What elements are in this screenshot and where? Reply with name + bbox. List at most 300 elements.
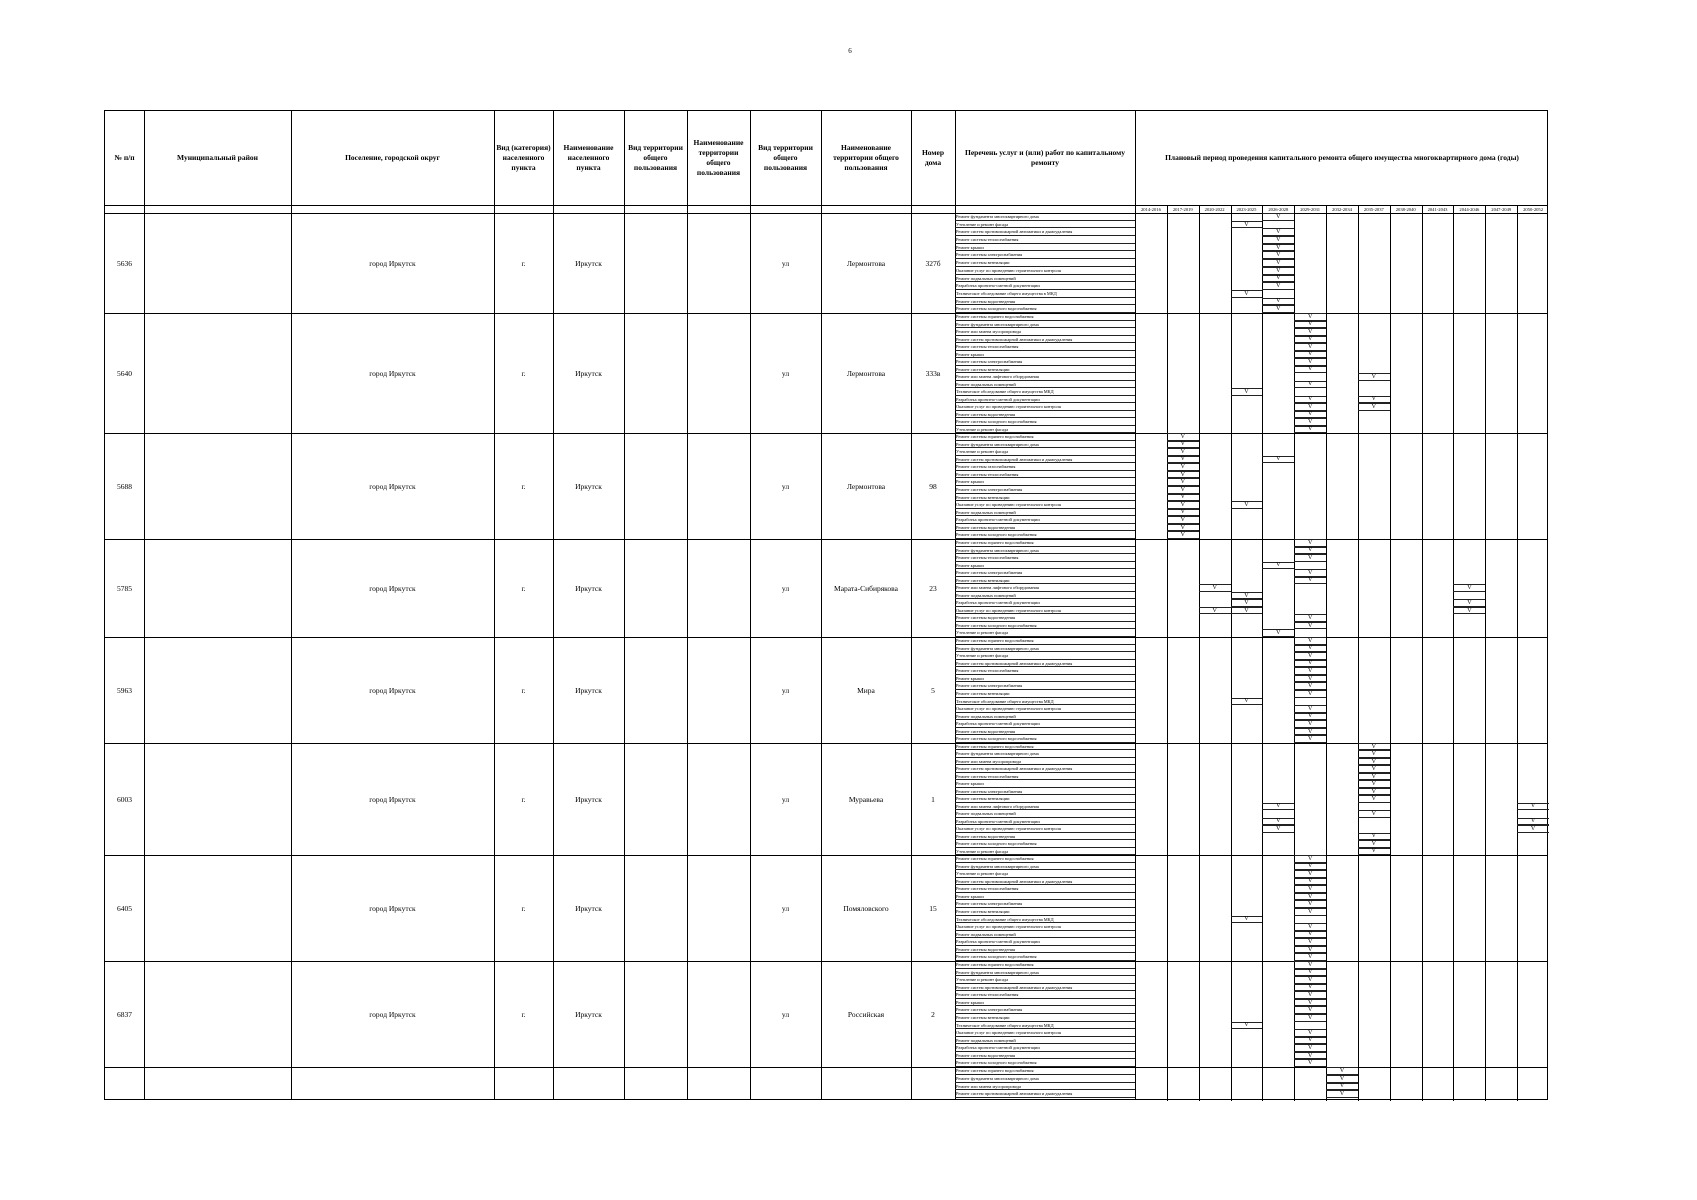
plan-mark: V bbox=[1262, 298, 1294, 306]
service-item: Ремонт системы горячего водоснабжения bbox=[955, 1067, 1135, 1075]
service-item: Ремонт системы теплоснабжения bbox=[955, 343, 1135, 351]
plan-mark: V bbox=[1294, 908, 1326, 916]
plan-mark: V bbox=[1262, 251, 1294, 259]
service-item: Ремонт фундамента многоквартирного дома bbox=[955, 969, 1135, 977]
street-name-cell: Лермонтова bbox=[846, 368, 886, 378]
plan-mark: V bbox=[1294, 675, 1326, 683]
service-item: Ремонт фундамента многоквартирного дома bbox=[955, 750, 1135, 757]
header-territory-type: Вид территории общего пользования bbox=[628, 142, 683, 173]
house-number-cell: 327б bbox=[925, 258, 941, 268]
service-item: Разработка проектно-сметной документации bbox=[955, 282, 1135, 290]
period-label: 2023-2025 bbox=[1236, 206, 1257, 212]
plan-mark: V bbox=[1262, 236, 1294, 244]
header-house: Номер дома bbox=[921, 147, 945, 167]
service-item: Ремонт систем противопожарной автоматики и дымоудаления bbox=[955, 1090, 1135, 1098]
service-item: Утепление и ремонт фасада bbox=[955, 221, 1135, 229]
plan-mark: V bbox=[1262, 213, 1294, 221]
service-item: Ремонт системы водоотведения bbox=[955, 298, 1135, 306]
service-item: Ремонт системы водоотведения bbox=[955, 411, 1135, 419]
service-item: Ремонт крыши bbox=[955, 999, 1135, 1007]
plan-mark: V bbox=[1294, 735, 1326, 743]
service-item: Ремонт систем противопожарной автоматики и дымоудаления bbox=[955, 660, 1135, 668]
plan-mark: V bbox=[1167, 463, 1199, 471]
plan-mark: V bbox=[1294, 720, 1326, 728]
plan-mark: V bbox=[1294, 1006, 1326, 1014]
plan-mark: V bbox=[1294, 403, 1326, 411]
plan-mark: V bbox=[1294, 999, 1326, 1007]
locality-type-cell: г. bbox=[521, 258, 526, 268]
period-divider bbox=[1262, 205, 1263, 1101]
street-type-cell: ул bbox=[781, 685, 790, 695]
settlement-cell: город Иркутск bbox=[369, 685, 416, 695]
locality-name-cell: Иркутск bbox=[575, 685, 602, 695]
locality-name-cell: Иркутск bbox=[575, 258, 602, 268]
house-number-cell: 1 bbox=[931, 794, 935, 804]
service-item: Ремонт системы водоотведения bbox=[955, 946, 1135, 954]
plan-mark: V bbox=[1294, 343, 1326, 351]
plan-mark: V bbox=[1294, 855, 1326, 863]
service-item: Ремонт системы электроснабжения bbox=[955, 358, 1135, 366]
service-item: Утепление и ремонт фасада bbox=[955, 629, 1135, 637]
plan-mark: V bbox=[1453, 607, 1485, 615]
settlement-cell: город Иркутск bbox=[369, 258, 416, 268]
plan-mark: V bbox=[1262, 456, 1294, 464]
service-item: Ремонт подвальных помещений bbox=[955, 275, 1135, 283]
plan-mark: V bbox=[1262, 818, 1294, 825]
plan-mark: V bbox=[1294, 870, 1326, 878]
service-item: Ремонт подвальных помещений bbox=[955, 810, 1135, 817]
row-number: 5785 bbox=[117, 583, 132, 593]
plan-mark: V bbox=[1231, 1022, 1263, 1030]
plan-mark: V bbox=[1167, 441, 1199, 449]
plan-mark: V bbox=[1262, 244, 1294, 252]
plan-mark: V bbox=[1294, 418, 1326, 426]
service-item: Ремонт подвальных помещений bbox=[955, 381, 1135, 389]
row-number: 5963 bbox=[117, 685, 132, 695]
plan-mark: V bbox=[1294, 645, 1326, 653]
service-item: Ремонт систем противопожарной автоматики и дымоудаления bbox=[955, 878, 1135, 886]
plan-mark: V bbox=[1262, 259, 1294, 267]
house-number-cell: 15 bbox=[929, 903, 937, 913]
service-item: Ремонт фундамента многоквартирного дома bbox=[955, 321, 1135, 329]
service-item: Ремонт системы электроснабжения bbox=[955, 682, 1135, 690]
locality-type-cell: г. bbox=[521, 685, 526, 695]
plan-mark: V bbox=[1358, 780, 1390, 787]
locality-name-cell: Иркутск bbox=[575, 903, 602, 913]
service-item: Ремонт системы вентиляции bbox=[955, 366, 1135, 374]
service-item: Ремонт системы холодного водоснабжения bbox=[955, 735, 1135, 743]
column-divider bbox=[624, 111, 625, 1099]
plan-mark: V bbox=[1294, 336, 1326, 344]
period-label: 2047-2049 bbox=[1491, 206, 1512, 212]
plan-mark: V bbox=[1294, 660, 1326, 668]
service-item: Ремонт системы теплоснабжения bbox=[955, 554, 1135, 562]
plan-mark: V bbox=[1231, 221, 1263, 229]
plan-mark: V bbox=[1262, 825, 1294, 832]
plan-mark: V bbox=[1294, 547, 1326, 555]
house-number-cell: 98 bbox=[929, 481, 937, 491]
period-divider bbox=[1390, 205, 1391, 1101]
service-item: Ремонт системы водоотведения bbox=[955, 524, 1135, 532]
service-item: Утепление и ремонт фасада bbox=[955, 652, 1135, 660]
plan-mark: V bbox=[1294, 411, 1326, 419]
service-item: Ремонт системы водоотведения bbox=[955, 833, 1135, 840]
plan-mark: V bbox=[1167, 531, 1199, 539]
street-name-cell: Помяловского bbox=[843, 903, 889, 913]
service-item: Ремонт системы холодного водоснабжения bbox=[955, 1059, 1135, 1067]
service-item: Разработка проектно-сметной документации bbox=[955, 818, 1135, 825]
service-item: Утепление и ремонт фасада bbox=[955, 426, 1135, 434]
plan-mark: V bbox=[1231, 388, 1263, 396]
plan-mark: V bbox=[1294, 931, 1326, 939]
service-item: Разработка проектно-сметной документации bbox=[955, 720, 1135, 728]
capital-repair-table bbox=[104, 110, 1548, 1100]
plan-mark: V bbox=[1294, 878, 1326, 886]
header-locality-name: Наименование населенного пункта bbox=[563, 142, 614, 173]
locality-type-cell bbox=[494, 1067, 553, 1098]
header-street-type: Вид территории общего пользования bbox=[758, 142, 813, 173]
service-item: Ремонт системы теплоснабжения bbox=[955, 667, 1135, 675]
service-item: Разработка проектно-сметной документации bbox=[955, 516, 1135, 524]
service-item: Ремонт системы электроснабжения bbox=[955, 251, 1135, 259]
column-divider bbox=[687, 111, 688, 1099]
street-name-cell: Марата-Сибирякова bbox=[834, 583, 898, 593]
service-item: Оказание услуг по проведению строительного контроля bbox=[955, 403, 1135, 411]
plan-mark: V bbox=[1294, 366, 1326, 374]
plan-mark: V bbox=[1294, 577, 1326, 585]
row-number: 6003 bbox=[117, 794, 132, 804]
plan-mark: V bbox=[1294, 667, 1326, 675]
service-item: Ремонт или замена лифтового оборудования bbox=[955, 584, 1135, 592]
period-divider bbox=[1167, 205, 1168, 1101]
service-item: Ремонт крыши bbox=[955, 675, 1135, 683]
service-item: Оказание услуг по проведению строительного контроля bbox=[955, 607, 1135, 615]
plan-mark: V bbox=[1294, 313, 1326, 321]
service-item: Оказание услуг по проведению строительного контроля bbox=[955, 267, 1135, 275]
plan-mark: V bbox=[1294, 1044, 1326, 1052]
service-item: Ремонт систем противопожарной автоматики и дымоудаления bbox=[955, 456, 1135, 464]
service-item: Ремонт системы теплоснабжения bbox=[955, 773, 1135, 780]
plan-mark: V bbox=[1167, 486, 1199, 494]
plan-mark: V bbox=[1231, 607, 1263, 615]
plan-mark: V bbox=[1294, 893, 1326, 901]
locality-name-cell: Иркутск bbox=[575, 1009, 602, 1019]
service-item: Ремонт фундамента многоквартирного дома bbox=[955, 547, 1135, 555]
header-bottom bbox=[105, 205, 1547, 206]
plan-mark: V bbox=[1326, 1067, 1358, 1075]
service-item: Ремонт подвальных помещений bbox=[955, 931, 1135, 939]
service-item: Техническое обследование общего имущества МКД bbox=[955, 916, 1135, 924]
street-name-cell: Лермонтова bbox=[846, 258, 886, 268]
plan-mark: V bbox=[1294, 652, 1326, 660]
street-type-cell: ул bbox=[781, 1009, 790, 1019]
locality-name-cell: Иркутск bbox=[575, 481, 602, 491]
service-item: Ремонт крыши bbox=[955, 244, 1135, 252]
plan-mark: V bbox=[1294, 863, 1326, 871]
plan-mark: V bbox=[1358, 788, 1390, 795]
house-number-cell: 23 bbox=[929, 583, 937, 593]
service-item: Ремонт подвальных помещений bbox=[955, 509, 1135, 517]
service-item: Ремонт системы горячего водоснабжения bbox=[955, 433, 1135, 441]
plan-mark: V bbox=[1294, 969, 1326, 977]
service-item: Ремонт системы холодного водоснабжения bbox=[955, 305, 1135, 313]
row-number: 5636 bbox=[117, 258, 132, 268]
plan-mark: V bbox=[1294, 984, 1326, 992]
locality-type-cell: г. bbox=[521, 794, 526, 804]
plan-mark: V bbox=[1167, 494, 1199, 502]
service-item: Ремонт системы холодного водоснабжения bbox=[955, 531, 1135, 539]
service-item: Ремонт системы водоотведения bbox=[955, 728, 1135, 736]
plan-mark: V bbox=[1294, 938, 1326, 946]
plan-mark: V bbox=[1294, 328, 1326, 336]
service-item: Ремонт системы вентиляции bbox=[955, 908, 1135, 916]
service-item: Ремонт системы водоотведения bbox=[955, 1052, 1135, 1060]
service-item: Ремонт систем противопожарной автоматики и дымоудаления bbox=[955, 336, 1135, 344]
period-label: 2041-2043 bbox=[1427, 206, 1448, 212]
plan-mark: V bbox=[1167, 448, 1199, 456]
plan-mark: V bbox=[1294, 614, 1326, 622]
plan-mark: V bbox=[1294, 396, 1326, 404]
plan-mark: V bbox=[1294, 900, 1326, 908]
plan-mark: V bbox=[1453, 599, 1485, 607]
plan-mark: V bbox=[1358, 743, 1390, 750]
plan-mark: V bbox=[1294, 923, 1326, 931]
street-type-cell bbox=[750, 1067, 821, 1098]
service-item: Ремонт системы горячего водоснабжения bbox=[955, 743, 1135, 750]
service-item: Ремонт крыши bbox=[955, 478, 1135, 486]
house-number-cell: 333в bbox=[925, 368, 941, 378]
service-item: Ремонт системы электроснабжения bbox=[955, 486, 1135, 494]
period-divider bbox=[1485, 205, 1486, 1101]
plan-mark: V bbox=[1294, 1037, 1326, 1045]
period-label: 2032-2034 bbox=[1332, 206, 1352, 212]
column-divider bbox=[144, 111, 145, 1099]
settlement-cell: город Иркутск bbox=[369, 481, 416, 491]
service-item: Ремонт системы электроснабжения bbox=[955, 569, 1135, 577]
plan-mark: V bbox=[1167, 501, 1199, 509]
locality-type-cell: г. bbox=[521, 583, 526, 593]
period-label: 2035-2037 bbox=[1363, 206, 1384, 212]
street-name-cell: Муравьева bbox=[848, 794, 884, 804]
plan-mark: V bbox=[1294, 637, 1326, 645]
street-name-cell: Мира bbox=[857, 685, 875, 695]
plan-mark: V bbox=[1262, 282, 1294, 290]
plan-mark: V bbox=[1294, 381, 1326, 389]
service-item: Оказание услуг по проведению строительного контроля bbox=[955, 501, 1135, 509]
plan-mark: V bbox=[1358, 773, 1390, 780]
plan-mark: V bbox=[1358, 758, 1390, 765]
plan-mark: V bbox=[1453, 584, 1485, 592]
plan-mark: V bbox=[1167, 471, 1199, 479]
plan-mark: V bbox=[1294, 539, 1326, 547]
service-item: Техническое обследование общего имущества МКД bbox=[955, 388, 1135, 396]
service-item: Ремонт фундамента многоквартирного дома bbox=[955, 1075, 1135, 1083]
plan-mark: V bbox=[1294, 351, 1326, 359]
plan-mark: V bbox=[1294, 1059, 1326, 1067]
row-number: 5688 bbox=[117, 481, 132, 491]
service-item: Ремонт подвальных помещений bbox=[955, 592, 1135, 600]
row-number: 6405 bbox=[117, 903, 132, 913]
service-item: Ремонт системы холодного водоснабжения bbox=[955, 953, 1135, 961]
plan-mark: V bbox=[1294, 705, 1326, 713]
locality-type-cell: г. bbox=[521, 368, 526, 378]
street-name-cell bbox=[821, 1067, 911, 1098]
service-item: Ремонт системы газоснабжения bbox=[955, 463, 1135, 471]
service-item: Ремонт системы теплоснабжения bbox=[955, 471, 1135, 479]
service-item: Ремонт системы вентиляции bbox=[955, 795, 1135, 802]
period-divider bbox=[1231, 205, 1232, 1101]
service-item: Ремонт системы горячего водоснабжения bbox=[955, 961, 1135, 969]
plan-mark: V bbox=[1167, 516, 1199, 524]
header-locality-type: Вид (категория) населенного пункта bbox=[496, 142, 551, 173]
house-number-cell bbox=[911, 1067, 955, 1098]
period-divider bbox=[1453, 205, 1454, 1101]
period-label: 2017-2019 bbox=[1172, 206, 1193, 212]
plan-mark: V bbox=[1294, 728, 1326, 736]
house-number-cell: 5 bbox=[931, 685, 935, 695]
street-type-cell: ул bbox=[781, 583, 790, 593]
service-item: Ремонт или замена лифтового оборудования bbox=[955, 373, 1135, 381]
service-item: Разработка проектно-сметной документации bbox=[955, 599, 1135, 607]
plan-mark: V bbox=[1231, 916, 1263, 924]
house-number-cell: 2 bbox=[931, 1009, 935, 1019]
service-item: Разработка проектно-сметной документации bbox=[955, 938, 1135, 946]
plan-mark: V bbox=[1199, 607, 1231, 615]
period-divider bbox=[1422, 205, 1423, 1101]
plan-mark: V bbox=[1294, 1029, 1326, 1037]
plan-mark: V bbox=[1167, 509, 1199, 517]
plan-mark: V bbox=[1294, 976, 1326, 984]
settlement-cell: город Иркутск bbox=[369, 794, 416, 804]
plan-mark: V bbox=[1262, 267, 1294, 275]
period-label: 2050-2052 bbox=[1523, 206, 1544, 212]
plan-mark: V bbox=[1167, 433, 1199, 441]
plan-mark: V bbox=[1294, 1014, 1326, 1022]
plan-mark: V bbox=[1262, 562, 1294, 570]
service-item: Ремонт крыши bbox=[955, 893, 1135, 901]
street-type-cell: ул bbox=[781, 481, 790, 491]
header-plan: Плановый период проведения капитального ремонта общего имущества многоквартирного дома (годы) bbox=[1165, 152, 1519, 162]
header-services: Перечень услуг и (или) работ по капитальному ремонту bbox=[965, 147, 1125, 167]
period-label: 2044-2046 bbox=[1459, 206, 1480, 212]
plan-mark: V bbox=[1294, 321, 1326, 329]
plan-mark: V bbox=[1517, 825, 1549, 832]
period-divider bbox=[1517, 205, 1518, 1101]
plan-mark: V bbox=[1262, 275, 1294, 283]
period-divider bbox=[1199, 205, 1200, 1101]
service-item: Оказание услуг по проведению строительного контроля bbox=[955, 705, 1135, 713]
service-item: Ремонт системы горячего водоснабжения bbox=[955, 637, 1135, 645]
locality-name-cell bbox=[553, 1067, 624, 1098]
service-item: Ремонт подвальных помещений bbox=[955, 713, 1135, 721]
service-item: Утепление и ремонт фасада bbox=[955, 448, 1135, 456]
service-item: Утепление и ремонт фасада bbox=[955, 976, 1135, 984]
settlement-cell: город Иркутск bbox=[369, 1009, 416, 1019]
service-item: Ремонт системы вентиляции bbox=[955, 259, 1135, 267]
plan-mark: V bbox=[1358, 833, 1390, 840]
plan-mark: V bbox=[1326, 1083, 1358, 1091]
plan-mark: V bbox=[1231, 501, 1263, 509]
period-label: 2029-2031 bbox=[1300, 206, 1321, 212]
service-item: Оказание услуг по проведению строительного контроля bbox=[955, 825, 1135, 832]
plan-mark: V bbox=[1294, 946, 1326, 954]
service-item: Утепление и ремонт фасада bbox=[955, 870, 1135, 878]
header-num: № п/п bbox=[114, 152, 135, 162]
service-item: Оказание услуг по проведению строительного контроля bbox=[955, 1029, 1135, 1037]
service-item: Ремонт фундамента многоквартирного дома bbox=[955, 645, 1135, 653]
service-item: Ремонт фундамента многоквартирного дома bbox=[955, 213, 1135, 221]
plan-mark: V bbox=[1358, 750, 1390, 757]
service-item: Ремонт системы холодного водоснабжения bbox=[955, 418, 1135, 426]
service-item: Ремонт системы теплоснабжения bbox=[955, 991, 1135, 999]
service-item: Оказание услуг по проведению строительного контроля bbox=[955, 923, 1135, 931]
plan-mark: V bbox=[1167, 456, 1199, 464]
plan-mark: V bbox=[1358, 810, 1390, 817]
plan-mark: V bbox=[1294, 885, 1326, 893]
header-settlement: Поселение, городской округ bbox=[345, 152, 440, 162]
period-label: 2020-2022 bbox=[1204, 206, 1225, 212]
service-item: Ремонт системы электроснабжения bbox=[955, 1006, 1135, 1014]
street-type-cell: ул bbox=[781, 258, 790, 268]
service-item: Ремонт фундамента многоквартирного дома bbox=[955, 441, 1135, 449]
service-item: Ремонт крыши bbox=[955, 562, 1135, 570]
plan-mark: V bbox=[1294, 426, 1326, 434]
service-item: Ремонт системы холодного водоснабжения bbox=[955, 840, 1135, 847]
plan-mark: V bbox=[1231, 698, 1263, 706]
service-item: Ремонт системы теплоснабжения bbox=[955, 236, 1135, 244]
locality-name-cell: Иркутск bbox=[575, 794, 602, 804]
plan-mark: V bbox=[1358, 840, 1390, 847]
service-item: Ремонт систем противопожарной автоматики и дымоудаления bbox=[955, 228, 1135, 236]
service-item: Ремонт системы холодного водоснабжения bbox=[955, 622, 1135, 630]
locality-name-cell: Иркутск bbox=[575, 583, 602, 593]
service-item: Ремонт фундамента многоквартирного дома bbox=[955, 863, 1135, 871]
service-item: Техническое обследование общего имущества МКД bbox=[955, 698, 1135, 706]
settlement-cell: город Иркутск bbox=[369, 368, 416, 378]
plan-mark: V bbox=[1294, 569, 1326, 577]
service-item: Ремонт или замена мусоропровода bbox=[955, 328, 1135, 336]
service-item: Ремонт системы горячего водоснабжения bbox=[955, 539, 1135, 547]
service-item: Ремонт или замена мусоропровода bbox=[955, 1083, 1135, 1091]
service-item: Ремонт систем противопожарной автоматики и дымоудаления bbox=[955, 765, 1135, 772]
service-item: Ремонт системы вентиляции bbox=[955, 494, 1135, 502]
plan-mark: V bbox=[1231, 290, 1263, 298]
plan-mark: V bbox=[1262, 803, 1294, 810]
plan-mark: V bbox=[1358, 373, 1390, 381]
plan-mark: V bbox=[1294, 1052, 1326, 1060]
service-item: Ремонт системы теплоснабжения bbox=[955, 885, 1135, 893]
plan-mark: V bbox=[1167, 524, 1199, 532]
period-label: 2014-2016 bbox=[1140, 206, 1161, 212]
service-item: Техническое обследование общего имущества в МКД bbox=[955, 290, 1135, 298]
period-label: 2026-2028 bbox=[1268, 206, 1289, 212]
service-item: Утепление и ремонт фасада bbox=[955, 848, 1135, 855]
service-item: Ремонт или замена мусоропровода bbox=[955, 758, 1135, 765]
plan-mark: V bbox=[1294, 690, 1326, 698]
street-type-cell: ул bbox=[781, 903, 790, 913]
row-number: 6837 bbox=[117, 1009, 132, 1019]
plan-mark: V bbox=[1358, 795, 1390, 802]
period-divider bbox=[1326, 205, 1327, 1101]
service-item: Ремонт системы вентиляции bbox=[955, 690, 1135, 698]
service-item: Ремонт подвальных помещений bbox=[955, 1037, 1135, 1045]
plan-mark: V bbox=[1294, 713, 1326, 721]
row-number: 5640 bbox=[117, 368, 132, 378]
plan-mark: V bbox=[1294, 358, 1326, 366]
plan-mark: V bbox=[1167, 478, 1199, 486]
street-name-cell: Лермонтова bbox=[846, 481, 886, 491]
service-item: Ремонт системы электроснабжения bbox=[955, 788, 1135, 795]
